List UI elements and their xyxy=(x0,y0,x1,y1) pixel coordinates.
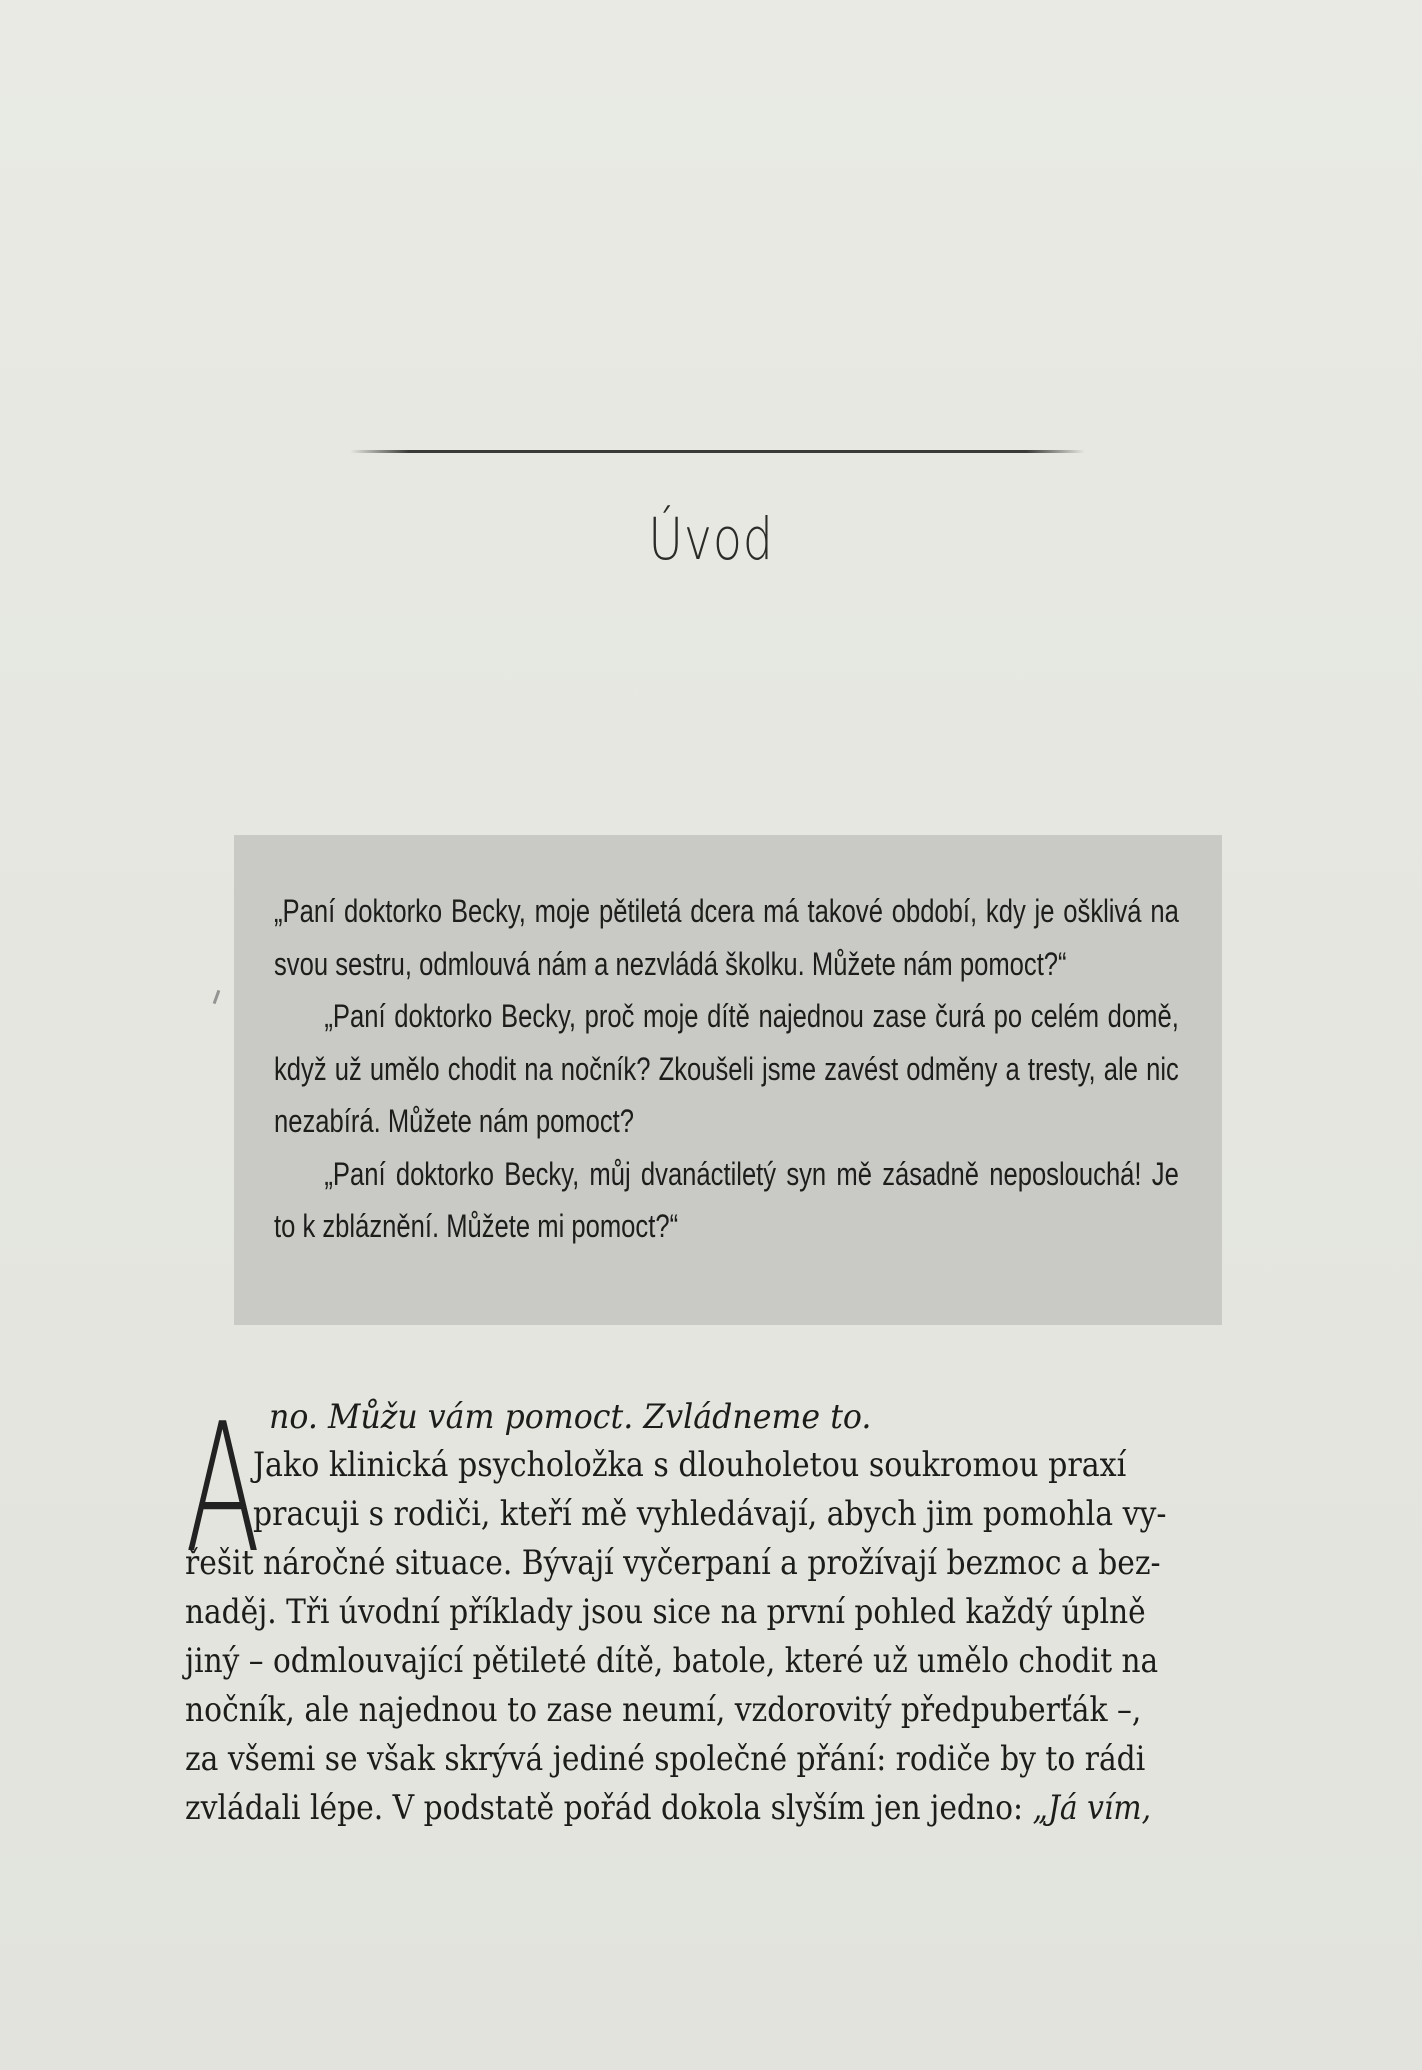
chapter-title: Úvod xyxy=(648,505,774,573)
body-line-8: za všemi se však skrývá jediné společné přání: rodiče by to rádi xyxy=(185,1739,1146,1779)
body-line-2: Jako klinická psycholožka s dlouholetou soukromou praxí xyxy=(253,1445,1127,1485)
quote-paragraph-3: „Paní doktorko Becky, můj dvanáctiletý syn mě zásadně neposlouchá! Je to k zbláznění. Můžete mi pomoct?“ xyxy=(274,1155,1179,1244)
body-line-3: pracuji s rodiči, kteří mě vyhledávají, abych jim pomohla vy- xyxy=(253,1494,1167,1534)
body-line-5: naděj. Tři úvodní příklady jsou sice na první pohled každý úplně xyxy=(185,1592,1146,1632)
body-line-4: řešit náročné situace. Bývají vyčerpaní a prožívají bezmoc a bez- xyxy=(185,1543,1161,1583)
quote-box xyxy=(234,835,1222,1325)
body-line-1: no. Můžu vám pomoct. Zvládneme to. xyxy=(269,1397,872,1437)
body-line-9 xyxy=(185,1783,1151,1833)
body-line-6: jiný – odmlouvající pětileté dítě, batole, které už umělo chodit na xyxy=(185,1641,1159,1681)
body-line-7: nočník, ale najednou to zase neumí, vzdorovitý předpuberťák –, xyxy=(185,1690,1142,1730)
quote-paragraph-1: „Paní doktorko Becky, moje pětiletá dcera má takové období, kdy je ošklivá na svou sestru, odmlouvá nám a nezvládá školku. Můžete nám pomoct?“ xyxy=(274,893,1179,982)
quote-paragraph-2: „Paní doktorko Becky, proč moje dítě najednou zase čurá po celém domě, když už umělo chodit na nočník? Zkoušeli jsme zavést odměny a tresty, ale nic nezabírá. Můžete nám pomoct? xyxy=(274,998,1179,1139)
chapter-divider-rule xyxy=(350,450,1085,453)
paper-mark xyxy=(213,990,221,1004)
drop-cap: A xyxy=(185,1385,261,1592)
body-line-9-italic: „Já vím, xyxy=(1032,1788,1152,1828)
body-line-9-text: zvládali lépe. V podstatě pořád dokola slyším jen jedno: xyxy=(185,1788,1033,1828)
